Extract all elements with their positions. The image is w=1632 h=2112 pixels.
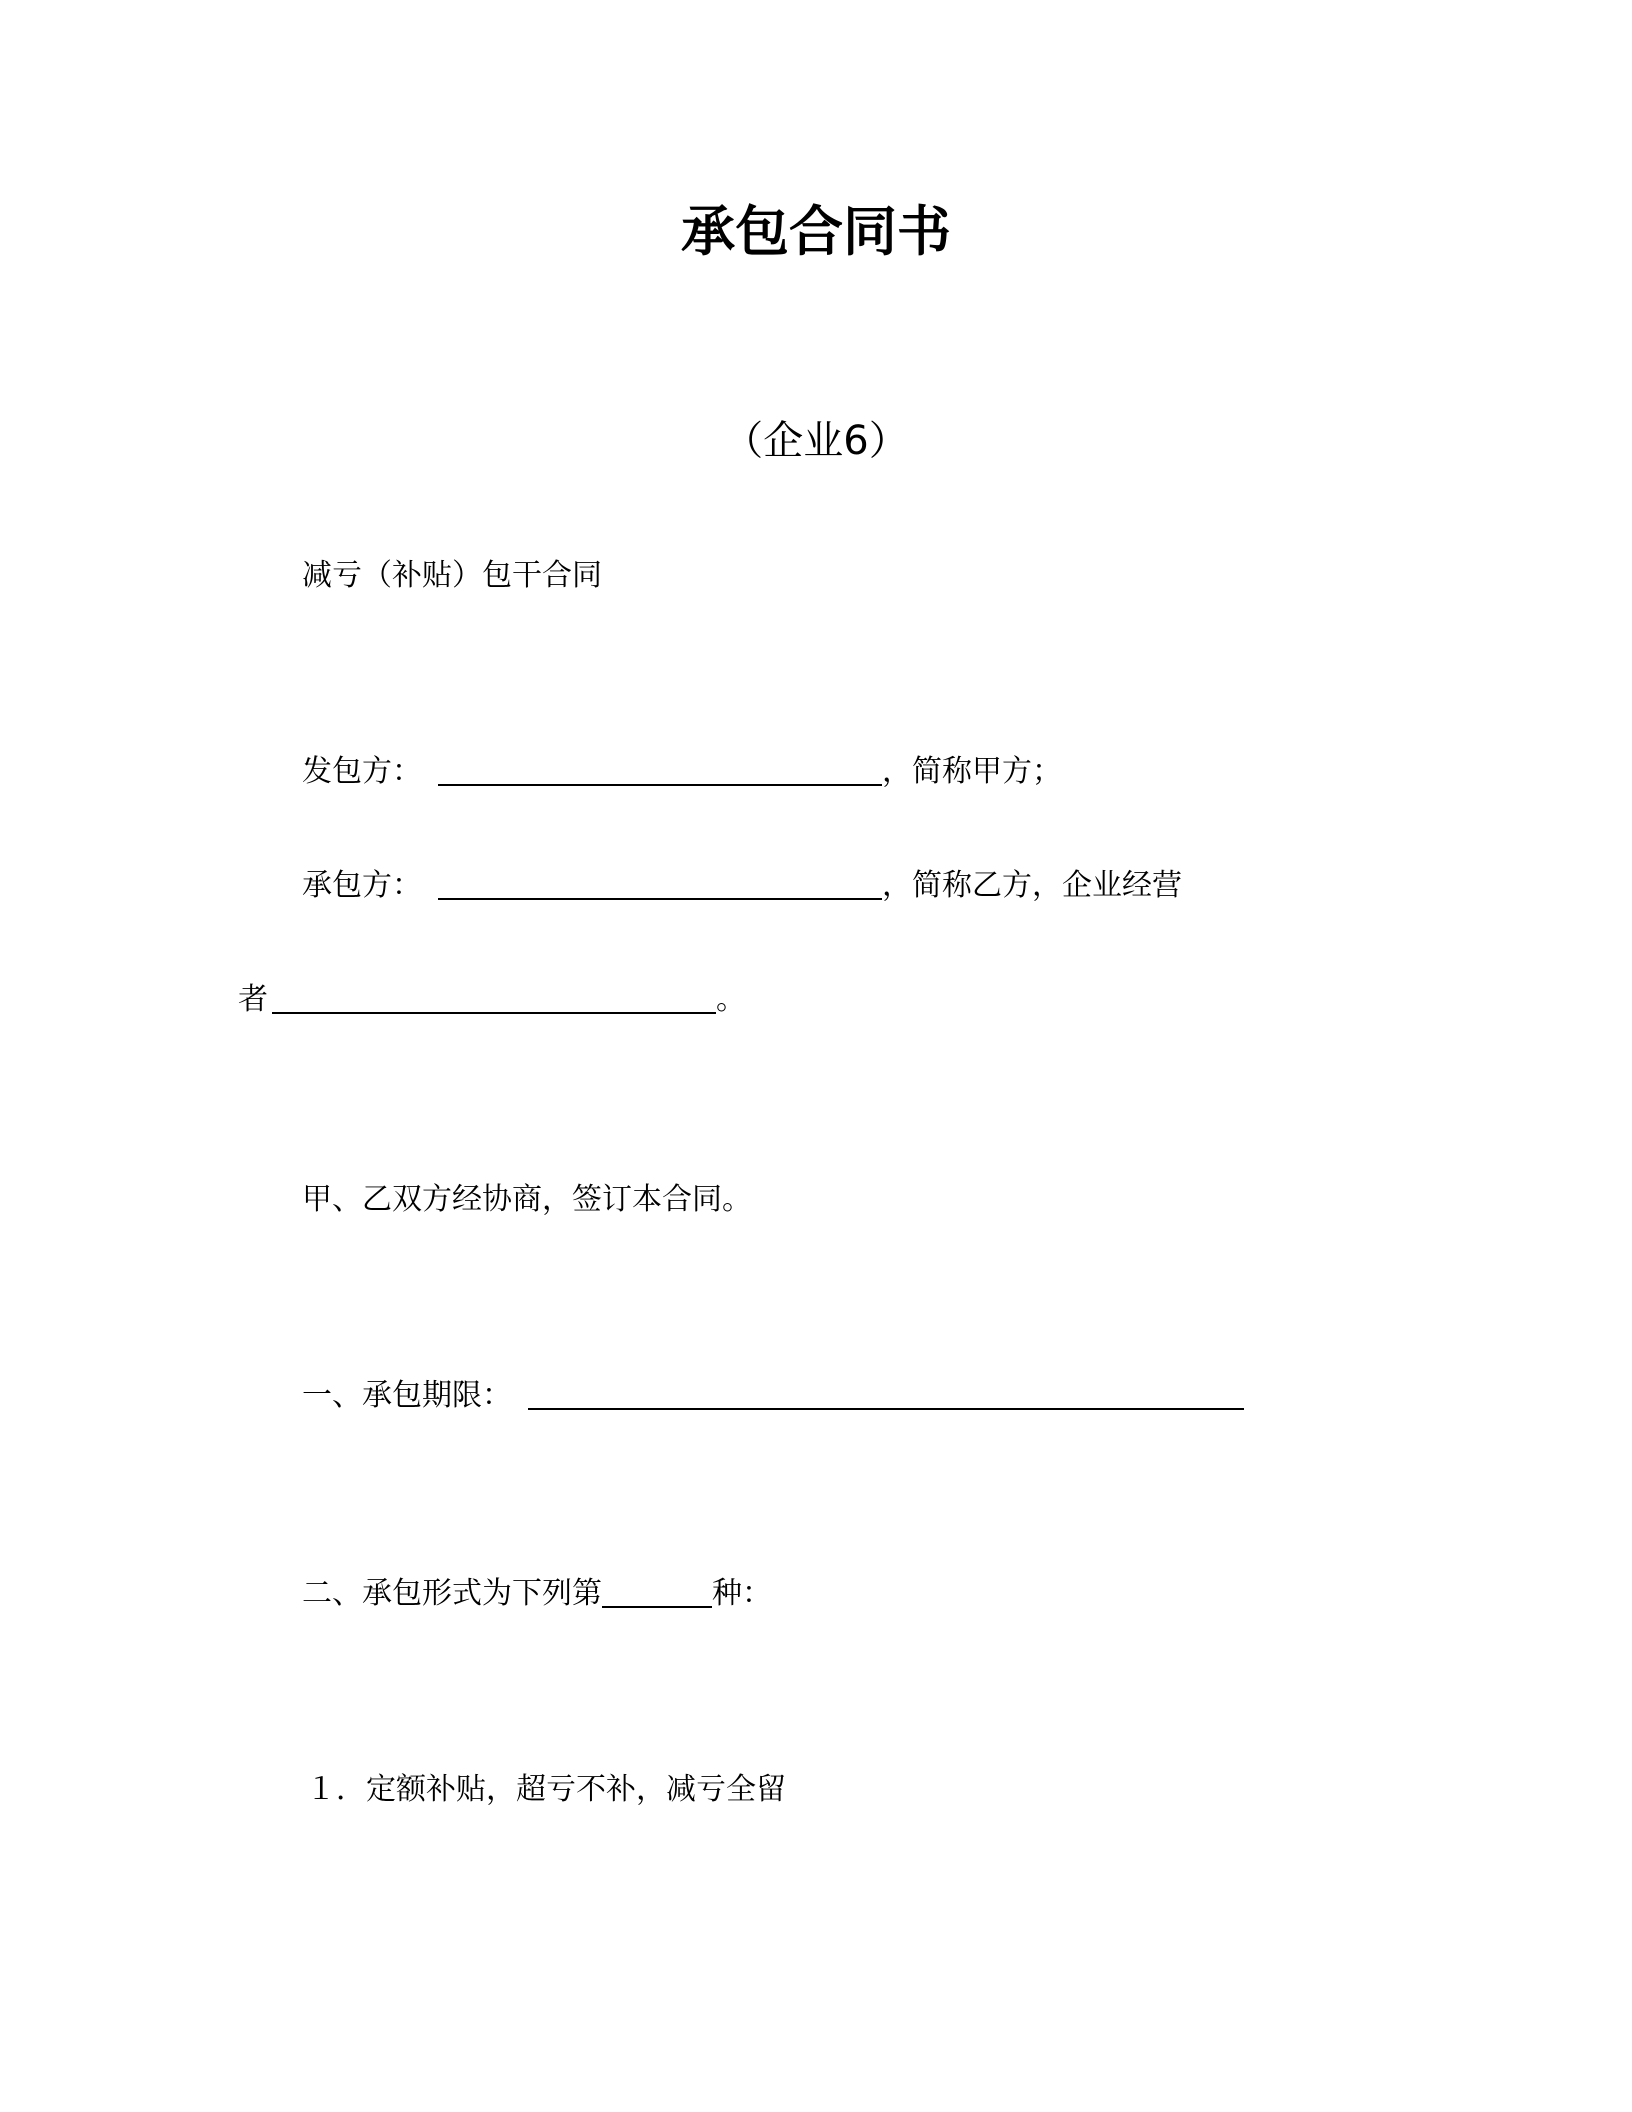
party-a-line xyxy=(302,752,1062,792)
clause-1-label: 一、承包期限： xyxy=(302,1378,512,1413)
clause-2-line xyxy=(302,1574,772,1614)
form-number-blank[interactable] xyxy=(602,1576,712,1608)
agreement-text: 甲、乙双方经协商，签订本合同。 xyxy=(302,1182,752,1217)
document-subtitle: （企业6） xyxy=(723,418,909,464)
item-1-text: １．定额补贴，超亏不补，减亏全留 xyxy=(306,1772,786,1807)
clause-2-label: 二、承包形式为下列第 xyxy=(302,1576,602,1611)
clause-1-line xyxy=(302,1376,1244,1416)
operator-suffix: 。 xyxy=(716,982,746,1017)
item-1-line xyxy=(306,1770,786,1810)
party-b-line xyxy=(302,866,1182,906)
contract-type: 减亏（补贴）包干合同 xyxy=(302,558,602,593)
party-a-suffix: ，简称甲方； xyxy=(882,754,1062,789)
party-b-blank[interactable] xyxy=(438,868,882,900)
party-a-label: 发包方： xyxy=(302,754,422,789)
operator-blank[interactable] xyxy=(272,982,716,1014)
contract-type-line xyxy=(302,556,602,596)
agreement-line xyxy=(302,1180,752,1220)
party-a-blank[interactable] xyxy=(438,754,882,786)
term-blank[interactable] xyxy=(528,1378,1244,1410)
operator-line xyxy=(238,980,746,1020)
operator-label: 者 xyxy=(238,982,268,1017)
document-title: 承包合同书 xyxy=(681,200,951,263)
party-b-suffix: ，简称乙方，企业经营 xyxy=(882,868,1182,903)
clause-2-suffix: 种： xyxy=(712,1576,772,1611)
party-b-label: 承包方： xyxy=(302,868,422,903)
